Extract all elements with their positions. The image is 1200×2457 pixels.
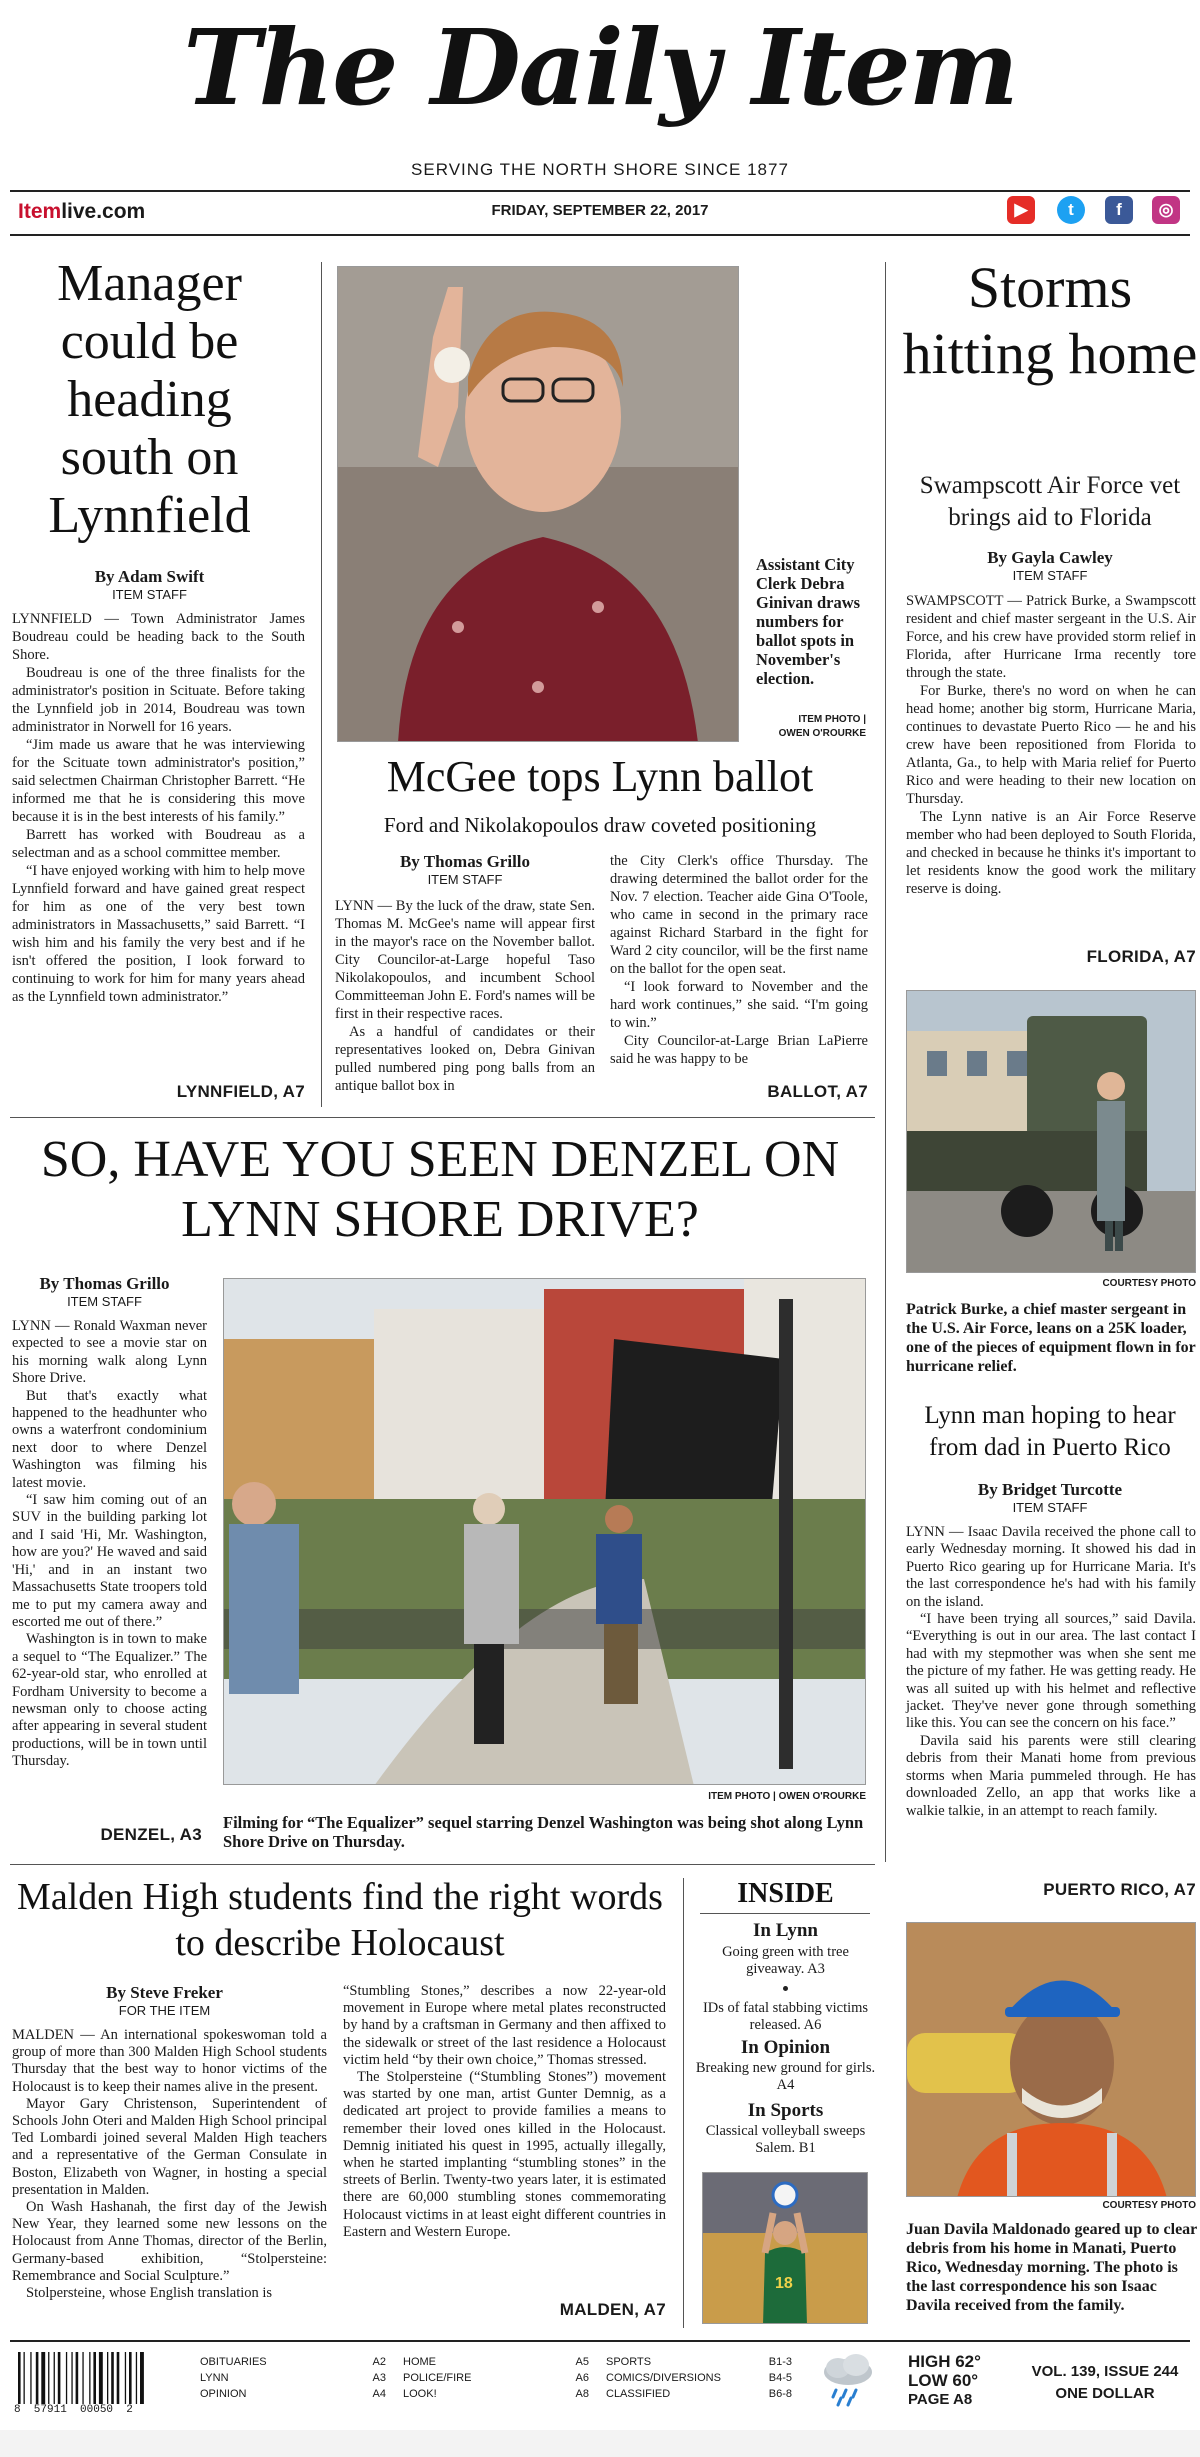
index-entry-page: B4-5 — [768, 2372, 792, 2384]
story-right-deck: Swampscott Air Force vet brings aid to Florida — [919, 472, 1181, 531]
index-entry-name: LYNN — [200, 2372, 229, 2384]
barcode-text: 8 57911 00050 2 — [14, 2404, 133, 2416]
denzel-photo-art — [224, 1279, 866, 1785]
story-denzel-staff: ITEM STAFF — [67, 1294, 142, 1309]
index-entry-page: A8 — [575, 2388, 589, 2400]
story-center-byline: By Thomas Grillo — [399, 852, 531, 871]
inside-title: INSIDE — [737, 1878, 834, 1909]
masthead-tagline: SERVING THE NORTH SHORE SINCE 1877 — [411, 160, 789, 179]
volleyball-photo-art — [703, 2173, 868, 2324]
story-center-p: LYNN — By the luck of the draw, state Sen. Thomas M. McGee's name will appear first in the mayor's race on the November ballot. City Councilor-at-Large hopeful Taso Nikolakopoulos, and incumbent School Committeeman John E. Ford's names will be first in their respective races. — [335, 898, 595, 1022]
index-entry[interactable] — [403, 2370, 589, 2386]
barcode-bar — [30, 2352, 31, 2404]
story-center-col2 — [610, 852, 868, 1068]
index-entry-name: LOOK! — [403, 2388, 437, 2400]
story-right-byline: By Gayla Cawley — [987, 548, 1113, 567]
section-rule-mid — [10, 1117, 875, 1118]
ballot-photo-credit-1: ITEM PHOTO | — [798, 714, 866, 725]
index-entry-page: B1-3 — [768, 2356, 792, 2368]
story-left-body — [12, 610, 305, 1006]
denzel-photo — [223, 1278, 866, 1785]
story-center-headline: McGee tops Lynn ballot — [386, 752, 814, 801]
story-left-p: Barrett has worked with Boudreau as a selectman and as a school committee member. — [12, 827, 305, 861]
index-entry-name: OBITUARIES — [200, 2356, 267, 2368]
story-center-staff: ITEM STAFF — [427, 872, 503, 887]
site-link-red: Item — [18, 200, 62, 223]
story-center-p: As a handful of candidates or their representatives looked on, Debra Ginivan pulled numbered ping pong balls from an antique ballot box in — [335, 1024, 595, 1094]
volume-issue: VOL. 139, ISSUE 244 — [1031, 2363, 1179, 2380]
story-denzel-p: “I saw him coming out of an SUV in the building parking lot and I said 'Hi, Mr. Washington, how are you?' He waved and said 'Hi,' and in an instant two Massachusetts State troopers told me to put my camera away and escorted me out of there.” — [12, 1492, 207, 1630]
story-left-p: “Jim made us aware that he was interviewing for the Scituate town administrator's position,” said selectmen Chairman Christopher Barrett. “He informed me that he is considering this move because it is in the best interests of his family.” — [12, 737, 305, 825]
index-entry-name: SPORTS — [606, 2356, 652, 2368]
burke-photo — [906, 990, 1196, 1273]
index-entry[interactable] — [403, 2354, 589, 2370]
inside-item-body[interactable]: Breaking new ground for girls. A4 — [695, 2060, 876, 2093]
barcode-bar — [36, 2352, 39, 2404]
story-right-headline: Storms hitting home — [902, 255, 1198, 386]
story-denzel-body — [12, 1318, 207, 1771]
denzel-photo-credit: ITEM PHOTO | OWEN O'ROURKE — [708, 1791, 866, 1802]
index-col-2 — [403, 2354, 589, 2402]
story-malden-p: Mayor Gary Christenson, Superintendent of Schools John Oteri and Malden High School principal Ted Lombardi joined several Malden High teachers and a representative of the German Consulate in Boston, Elizabeth von Wagner, in hosting a special presentation in Malden. — [12, 2095, 327, 2198]
masthead-rule-bottom — [10, 234, 1190, 236]
story-right-jump[interactable]: FLORIDA, A7 — [1086, 947, 1196, 966]
story-left-headline: Manager could be heading south on Lynnfield — [48, 255, 251, 544]
story-denzel-p: But that's exactly what happened to the headhunter who owns a waterfront condominium next door to where Denzel Washington was filming his latest movie. — [12, 1387, 207, 1491]
footer-rule — [10, 2340, 1190, 2342]
davila-photo — [906, 1922, 1196, 2197]
story-puerto-p: “I have been trying all sources,” said Davila. “Everything is out in our area. The last contact I had with my stepmother was when she sent me the picture of my father. He was getting ready. He was all suited up with his helmet and reflective jacket. They've never gone through something like this. You can see the concern on his face.” — [906, 1611, 1196, 1732]
barcode-bar — [18, 2352, 21, 2404]
davila-photo-caption: Juan Davila Maldonado geared up to clear debris from his home in Manati, Puerto Rico, Wednesday morning. The photo is the last correspondence his son Isaac Davila received from the family. — [906, 2221, 1197, 2314]
index-entry[interactable] — [200, 2386, 386, 2402]
barcode-bar — [136, 2352, 137, 2404]
denzel-photo-caption: Filming for “The Equalizer” sequel starring Denzel Washington was being shot along Lynn Shore Drive on Thursday. — [223, 1813, 864, 1851]
weather-page[interactable]: PAGE A8 — [908, 2391, 973, 2408]
story-puerto-staff: ITEM STAFF — [1012, 1500, 1088, 1515]
inside-item-head[interactable]: In Opinion — [740, 2037, 831, 2058]
inside-item-head[interactable]: In Sports — [747, 2100, 824, 2121]
facebook-icon[interactable]: f — [1105, 196, 1133, 224]
barcode-bar — [54, 2352, 55, 2404]
inside-item-head[interactable]: In Lynn — [753, 1920, 818, 1941]
story-denzel-headline: SO, HAVE YOU SEEN DENZEL ON LYNN SHORE DRIVE? — [40, 1131, 840, 1248]
story-malden-col2 — [343, 1983, 666, 2241]
page-bottom-band — [0, 2430, 1200, 2457]
story-center-p: the City Clerk's office Thursday. The drawing determined the ballot order for the Nov. 7 election. Teacher aide Gina O'Toole, who came in second in the primary race against Richard Starbard in the fight for Ward 2 city councilor, will be the first name on the ballot for the open seat. — [610, 853, 868, 977]
barcode — [14, 2352, 164, 2412]
inside-item-body[interactable]: IDs of fatal stabbing victims released. A6 — [702, 2000, 869, 2033]
barcode-bar — [129, 2352, 132, 2404]
story-puerto-jump[interactable]: PUERTO RICO, A7 — [1043, 1880, 1196, 1899]
story-denzel-p: Washington is in town to make a sequel to “The Equalizer.” The 62-year-old star, who enrolled at Fordham University to become a newsman only to choose acting after appearing in several student productions, will be in town until Thursday. — [12, 1631, 207, 1770]
weather-high: HIGH 62° — [908, 2352, 981, 2371]
barcode-bar — [58, 2352, 61, 2404]
story-center-col1 — [335, 897, 595, 1095]
twitter-icon[interactable]: t — [1057, 196, 1085, 224]
story-right-staff: ITEM STAFF — [1012, 568, 1088, 583]
story-right-p: The Lynn native is an Air Force Reserve member who had been deployed to South Florida, and checked in because he thinks it's important to let residents know the good work the military reserve is doing. — [906, 809, 1196, 897]
story-center-deck: Ford and Nikolakopoulos draw coveted positioning — [383, 813, 817, 837]
story-right-p: For Burke, there's no word on when he can head home; another big storm, Hurricane Maria, continues to devastate Puerto Rico — he and his crew have been repositioned from Florida to Atlanta, Ga., to help with Maria relief for Puerto Rico and were heading to their new location on Thursday. — [906, 683, 1196, 807]
barcode-bar — [93, 2352, 96, 2404]
story-center-p: “I look forward to November and the hard work continues,” she said. “I'm going to win.” — [610, 979, 868, 1031]
index-entry-page: A5 — [575, 2356, 589, 2368]
barcode-bar — [76, 2352, 79, 2404]
story-malden-jump[interactable]: MALDEN, A7 — [559, 2300, 666, 2319]
index-entry-page: A6 — [575, 2372, 589, 2384]
story-right-body — [906, 592, 1196, 898]
davila-photo-art — [907, 1923, 1196, 2197]
story-right-p: SWAMPSCOTT — Patrick Burke, a Swampscott resident and chief master sergeant in the U.S. Air Force, and his crew have provided storm relief in Florida, after Hurricane Irma recently tore through the state. — [906, 593, 1196, 681]
story-left-staff: ITEM STAFF — [112, 587, 187, 602]
barcode-bar — [107, 2352, 108, 2404]
site-link-rest: live.com — [61, 200, 146, 223]
ballot-photo-credit-2: OWEN O'ROURKE — [778, 728, 866, 739]
svg-text:18: 18 — [775, 2275, 793, 2292]
index-entry[interactable] — [200, 2370, 386, 2386]
inside-bullet — [783, 1986, 788, 1991]
barcode-bar — [71, 2352, 72, 2404]
ballot-photo — [337, 266, 739, 742]
story-puerto-body — [906, 1524, 1196, 1820]
youtube-icon[interactable]: ▶ — [1007, 196, 1035, 224]
story-left-p: “I have enjoyed working with him to help move Lynnfield forward and have gained great respect for him as one of the very best town administrators in Massachusetts,” said Barrett. “I wish him and his family the very best and if he isn't offered the position, I look forward to continuing to work for him for many years ahead as the Lynnfield town administrator.” — [12, 863, 305, 1005]
barcode-bar — [89, 2352, 90, 2404]
index-entry[interactable] — [606, 2354, 792, 2370]
story-malden-staff: FOR THE ITEM — [118, 2003, 211, 2018]
davila-photo-credit: COURTESY PHOTO — [1102, 2200, 1196, 2211]
story-puerto-byline: By Bridget Turcotte — [977, 1480, 1123, 1499]
section-rule-lower — [10, 1864, 875, 1865]
index-entry-name: HOME — [403, 2356, 436, 2368]
col-divider-left — [321, 262, 322, 1107]
story-malden-byline: By Steve Freker — [106, 1983, 223, 2002]
col-divider-right — [885, 262, 886, 1862]
masthead-title: The Daily Item — [183, 6, 1017, 129]
story-malden-headline: Malden High students find the right words to describe Holocaust — [17, 1876, 663, 1964]
barcode-bar — [117, 2352, 120, 2404]
index-entry[interactable] — [403, 2386, 589, 2402]
index-entry-name: CLASSIFIED — [606, 2388, 671, 2400]
story-malden-col1 — [12, 2027, 327, 2302]
burke-photo-caption: Patrick Burke, a chief master sergeant in the U.S. Air Force, leans on a 25K loader, one of the pieces of equipment flown in for hurricane relief. — [906, 1301, 1196, 1375]
story-puerto-p: Davila said his parents were still clearing debris from their Manati home from previous storms when Maria pummeled through. He has downloaded Zello, an app that works like a walkie talkie, in an attempt to reach family. — [906, 1732, 1196, 1819]
barcode-bar — [82, 2352, 83, 2404]
story-malden-p: “Stumbling Stones,” describes a now 22-year-old movement in Europe where metal plates reconstructed by hand by a craftsman in Germany and then affixed to the sidewalk or street of the last residence a Holocaust victim held “by their own choice,” Thomas stressed. — [343, 1983, 666, 2068]
story-puerto-p: LYNN — Isaac Davila received the phone call to early Wednesday morning. It showed his dad in Puerto Rico gearing up for Hurricane Maria. It's the last correspondence he's had with his family on the island. — [906, 1524, 1196, 1610]
ballot-photo-caption: Assistant City Clerk Debra Ginivan draws numbers for ballot spots in November's election. — [756, 555, 861, 688]
story-malden-p: MALDEN — An international spokeswoman told a group of more than 300 Malden High School students Thursday that the best way to honor victims of the Holocaust is to keep their names alive in the present. — [12, 2027, 327, 2095]
story-denzel-jump[interactable]: DENZEL, A3 — [100, 1825, 202, 1844]
inside-item-body[interactable]: Going green with tree giveaway. A3 — [722, 1944, 849, 1977]
story-malden-p: Stolpersteine, whose English translation is — [26, 2285, 273, 2302]
index-entry-page: B6-8 — [768, 2388, 792, 2400]
volleyball-photo — [702, 2172, 868, 2324]
story-left-byline: By Adam Swift — [94, 567, 205, 586]
index-entry-page: A2 — [372, 2356, 386, 2368]
index-entry-name: POLICE/FIRE — [403, 2372, 472, 2384]
story-left-p: LYNNFIELD — Town Administrator James Boudreau could be heading back to the South Shore. — [12, 611, 305, 663]
story-center-jump[interactable]: BALLOT, A7 — [767, 1082, 868, 1101]
index-entry-name: OPINION — [200, 2388, 247, 2400]
dateline: FRIDAY, SEPTEMBER 22, 2017 — [491, 202, 709, 219]
story-left-p: Boudreau is one of the three finalists for the administrator's position in Scituate. Before taking the Lynnfield job in 2014, Boudreau was town administrator in Norwell for 16 years. — [12, 665, 305, 735]
burke-photo-credit: COURTESY PHOTO — [1102, 1278, 1196, 1289]
story-center-p: City Councilor-at-Large Brian LaPierre said he was happy to be — [610, 1033, 868, 1067]
barcode-bars — [14, 2352, 164, 2404]
story-malden-p: The Stolpersteine (“Stumbling Stones”) movement was started by one man, artist Gunter Demnig, as a dedicated art project to provide families a means to remember their loved ones killed in the Holocaust. Demnig initiated his quest in 1995, actually illegally, when he started implanting “stumbling stones” in the streets of Berlin. Twenty-two years later, it is estimated there are 60,000 stumbling stones commemorating Holocaust victims in at least eight different countries in Eastern and Western Europe. — [343, 2069, 666, 2240]
barcode-bar — [140, 2352, 144, 2404]
story-denzel-byline: By Thomas Grillo — [39, 1274, 170, 1293]
rain-cloud-art — [818, 2352, 878, 2408]
instagram-icon[interactable]: ◎ — [1152, 196, 1180, 224]
story-denzel-p: LYNN — Ronald Waxman never expected to see a movie star on his morning walk along Lynn Shore Drive. — [12, 1318, 207, 1387]
story-left-jump[interactable]: LYNNFIELD, A7 — [176, 1082, 305, 1101]
index-entry[interactable] — [200, 2354, 386, 2370]
ballot-photo-art — [338, 267, 739, 742]
story-malden-p: On Wash Hashanah, the first day of the Jewish New Year, they learned some new lessons on the Holocaust from Anne Thomas, director of the Berlin, Germany-based exhibition, “Stolpersteine: Remembrance and Social Sculpture.” — [12, 2199, 327, 2284]
rain-cloud-icon — [818, 2352, 878, 2408]
index-entry-page: A3 — [372, 2372, 386, 2384]
index-col-1 — [200, 2354, 386, 2402]
barcode-bar — [111, 2352, 114, 2404]
index-entry-page: A4 — [372, 2388, 386, 2400]
inside-rule — [700, 1913, 870, 1914]
barcode-bar — [99, 2352, 103, 2404]
barcode-bar — [24, 2352, 25, 2404]
index-col-3 — [606, 2354, 792, 2402]
story-puerto-headline: Lynn man hoping to hear from dad in Puerto Rico — [924, 1402, 1176, 1461]
index-entry[interactable] — [606, 2370, 792, 2386]
index-entry-name: COMICS/DIVERSIONS — [606, 2372, 721, 2384]
barcode-bar — [48, 2352, 49, 2404]
barcode-bar — [125, 2352, 126, 2404]
price: ONE DOLLAR — [1055, 2385, 1155, 2402]
barcode-bar — [41, 2352, 45, 2404]
barcode-bar — [66, 2352, 67, 2404]
col-divider-inside — [683, 1878, 684, 2328]
index-entry[interactable] — [606, 2386, 792, 2402]
inside-item-body[interactable]: Classical volleyball sweeps Salem. B1 — [705, 2123, 866, 2156]
burke-photo-art — [907, 991, 1196, 1273]
masthead-rule-top — [10, 190, 1190, 192]
weather-low: LOW 60° — [908, 2371, 979, 2390]
